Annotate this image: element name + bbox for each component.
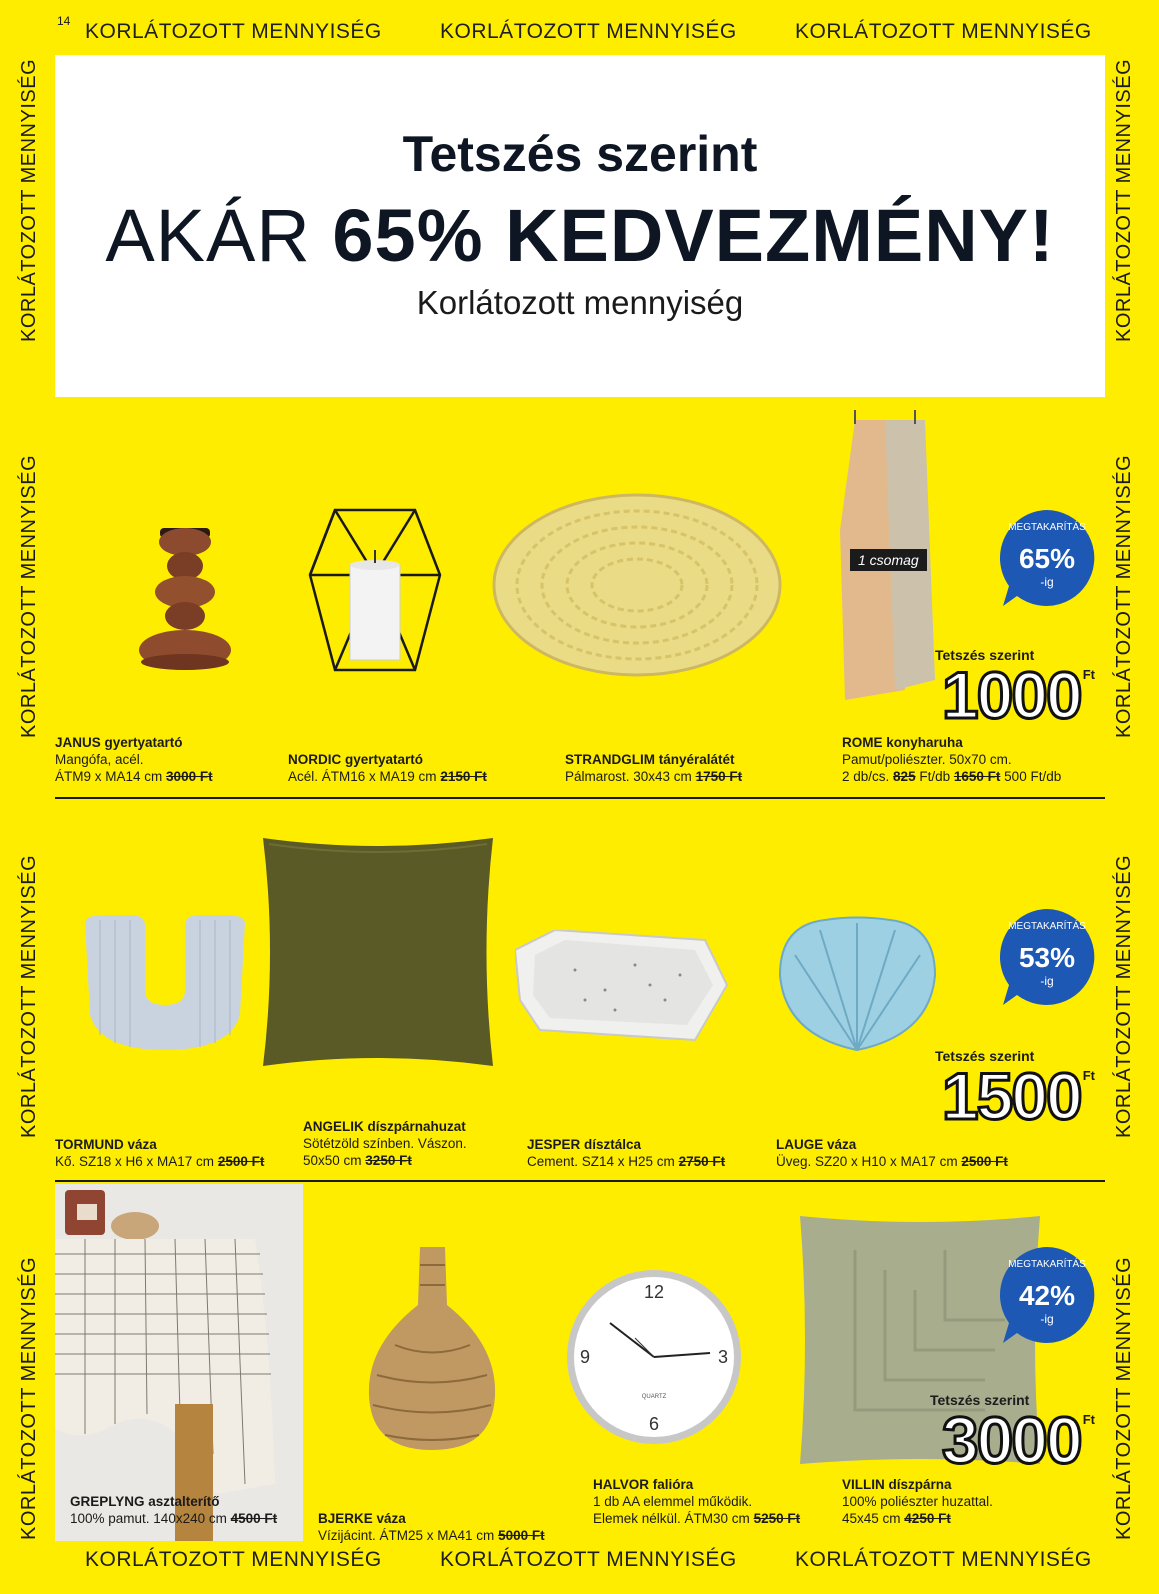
border-text: KORLÁTOZOTT MENNYISÉG xyxy=(85,20,382,43)
row-divider xyxy=(55,1180,1105,1182)
product-strandglim xyxy=(565,751,805,785)
savings-suffix: -ig xyxy=(1040,1312,1054,1326)
savings-badge xyxy=(995,905,1099,1009)
banner-discount xyxy=(55,193,1105,278)
border-text: KORLÁTOZOTT MENNYISÉG xyxy=(18,58,40,342)
bjerke-vase-image xyxy=(365,1245,500,1455)
old-price: 5000 Ft xyxy=(498,1528,545,1543)
product-jesper xyxy=(527,1136,757,1170)
clock-numeral: 9 xyxy=(579,1347,591,1367)
banner-discount-prefix: AKÁR xyxy=(105,194,311,277)
product-size: 50x50 cm xyxy=(303,1153,362,1168)
savings-percent: 53% xyxy=(1018,942,1076,973)
product-name: JANUS gyertyatartó xyxy=(55,735,183,750)
product-name: GREPLYNG asztalterítő xyxy=(70,1494,220,1509)
product-size: ÁTM9 x MA14 cm xyxy=(55,769,163,784)
old-price: 1650 Ft xyxy=(953,769,1001,784)
product-greplyng xyxy=(70,1493,302,1527)
border-text: KORLÁTOZOTT MENNYISÉG xyxy=(18,454,40,738)
product-name: ROME konyharuha xyxy=(842,735,963,750)
old-price: 3250 Ft xyxy=(365,1153,412,1168)
price-value: 3000 xyxy=(941,1403,1081,1477)
old-price: 2750 Ft xyxy=(678,1154,726,1169)
product-halvor xyxy=(593,1476,823,1527)
product-name: JESPER dísztálca xyxy=(527,1137,642,1152)
product-name: NORDIC gyertyatartó xyxy=(288,752,424,767)
product-desc: Pamut/poliészter. 50x70 cm. xyxy=(842,752,1012,767)
greplyng-tablecloth-photo xyxy=(55,1184,303,1541)
border-text: KORLÁTOZOTT MENNYISÉG xyxy=(795,20,1092,43)
old-price: 2150 Ft xyxy=(440,769,487,784)
product-desc: Sötétzöld színben. Vászon. xyxy=(303,1136,467,1151)
price-label: Tetszés szerint xyxy=(935,1048,1035,1064)
banner-headline: Tetszés szerint xyxy=(402,126,758,182)
old-price: 3000 Ft xyxy=(166,769,213,784)
lauge-vase-image xyxy=(775,915,940,1055)
product-desc: Pálmarost. 30x43 cm xyxy=(565,769,692,784)
border-text: KORLÁTOZOTT MENNYISÉG xyxy=(440,1548,737,1571)
strandglim-placemat-image xyxy=(490,490,785,680)
savings-suffix: -ig xyxy=(1040,974,1054,988)
savings-percent: 65% xyxy=(1018,543,1076,574)
old-price: 2500 Ft xyxy=(217,1154,265,1169)
border-right xyxy=(1111,0,1141,1594)
product-name: STRANDGLIM tányéralátét xyxy=(565,752,735,767)
border-text: KORLÁTOZOTT MENNYISÉG xyxy=(1113,454,1135,738)
product-desc: 1 db AA elemmel működik. xyxy=(593,1494,753,1509)
product-name: BJERKE váza xyxy=(318,1511,406,1526)
old-price: 4250 Ft xyxy=(904,1511,951,1526)
product-desc: Mangófa, acél. xyxy=(55,752,144,767)
banner-discount-value: 65% KEDVEZMÉNY! xyxy=(332,194,1055,277)
product-desc: Vízijácint. ÁTM25 x MA41 cm xyxy=(318,1528,495,1543)
jesper-tray-image xyxy=(515,930,730,1045)
border-text: KORLÁTOZOTT MENNYISÉG xyxy=(85,1548,382,1571)
clock-numeral: 12 xyxy=(643,1282,665,1302)
old-price: 2500 Ft xyxy=(961,1154,1008,1169)
old-unit-price: 825 xyxy=(893,769,916,784)
product-name: LAUGE váza xyxy=(776,1137,857,1152)
price-label: Tetszés szerint xyxy=(935,647,1035,663)
savings-badge xyxy=(995,506,1099,610)
product-name: TORMUND váza xyxy=(55,1137,157,1152)
clock-brand: QUARTZ xyxy=(641,1394,667,1400)
product-name: ANGELIK díszpárnahuzat xyxy=(303,1119,466,1134)
price-label: Tetszés szerint xyxy=(930,1392,1030,1408)
savings-label: MEGTAKARÍTÁS xyxy=(1008,921,1086,932)
price-block xyxy=(920,1392,1095,1477)
nordic-candle-holder-image xyxy=(305,505,445,680)
product-janus xyxy=(55,734,275,785)
product-desc: Acél. ÁTM16 x MA19 cm xyxy=(288,769,437,784)
new-unit-price: 500 Ft/db xyxy=(1004,769,1062,784)
border-text: KORLÁTOZOTT MENNYISÉG xyxy=(440,20,737,43)
product-villin xyxy=(842,1476,1072,1527)
banner-subtitle: Korlátozott mennyiség xyxy=(416,284,744,321)
savings-label: MEGTAKARÍTÁS xyxy=(1008,1259,1086,1270)
product-size: Elemek nélkül. ÁTM30 cm xyxy=(593,1511,750,1526)
tormund-vase-image xyxy=(80,915,250,1055)
old-price: 1750 Ft xyxy=(695,769,743,784)
border-left xyxy=(18,0,48,1594)
price-block xyxy=(925,1048,1095,1133)
promo-banner xyxy=(55,55,1105,397)
border-text: KORLÁTOZOTT MENNYISÉG xyxy=(18,1256,40,1540)
savings-percent: 42% xyxy=(1018,1280,1076,1311)
product-desc: 100% pamut. 140x240 cm xyxy=(70,1511,227,1526)
border-text: KORLÁTOZOTT MENNYISÉG xyxy=(1113,854,1135,1138)
unit-label: Ft/db xyxy=(919,769,951,784)
page-number: 14 xyxy=(57,14,71,28)
product-desc: Cement. SZ14 x H25 cm xyxy=(527,1154,675,1169)
savings-suffix: -ig xyxy=(1040,575,1054,589)
savings-badge xyxy=(995,1243,1099,1347)
product-nordic xyxy=(288,751,528,785)
product-size: 45x45 cm xyxy=(842,1511,901,1526)
old-price: 4500 Ft xyxy=(230,1511,278,1526)
angelik-cushion-cover-image xyxy=(255,832,500,1072)
clock-numeral: 6 xyxy=(648,1414,660,1434)
halvor-wall-clock-image xyxy=(565,1268,743,1446)
product-desc: Kő. SZ18 x H6 x MA17 cm xyxy=(55,1154,215,1169)
border-text: KORLÁTOZOTT MENNYISÉG xyxy=(1113,58,1135,342)
row-divider xyxy=(55,797,1105,799)
border-top xyxy=(85,20,1092,44)
product-desc: 100% poliészter huzattal. xyxy=(842,1494,993,1509)
product-desc: Üveg. SZ20 x H10 x MA17 cm xyxy=(776,1154,958,1169)
price-currency: Ft xyxy=(1082,1068,1095,1083)
product-dims xyxy=(55,768,275,785)
pack-label: 1 csomag xyxy=(850,549,927,571)
price-block xyxy=(925,647,1095,732)
product-name: VILLIN díszpárna xyxy=(842,1477,952,1492)
savings-label: MEGTAKARÍTÁS xyxy=(1008,522,1086,533)
product-pack: 2 db/cs. xyxy=(842,769,890,784)
border-bottom xyxy=(85,1548,1092,1572)
border-text: KORLÁTOZOTT MENNYISÉG xyxy=(795,1548,1092,1571)
product-tormund xyxy=(55,1136,295,1170)
product-bjerke xyxy=(318,1510,568,1544)
price-currency: Ft xyxy=(1082,1412,1095,1427)
price-value: 1500 xyxy=(941,1059,1081,1133)
price-currency: Ft xyxy=(1082,667,1095,682)
product-name: HALVOR falióra xyxy=(593,1477,694,1492)
clock-numeral: 3 xyxy=(717,1347,729,1367)
product-lauge xyxy=(776,1136,1056,1170)
border-text: KORLÁTOZOTT MENNYISÉG xyxy=(18,854,40,1138)
border-text: KORLÁTOZOTT MENNYISÉG xyxy=(1113,1256,1135,1540)
janus-candle-holder-image xyxy=(130,520,240,680)
price-value: 1000 xyxy=(941,658,1081,732)
product-rome xyxy=(842,734,1102,785)
old-price: 5250 Ft xyxy=(753,1511,801,1526)
product-angelik xyxy=(303,1118,523,1169)
